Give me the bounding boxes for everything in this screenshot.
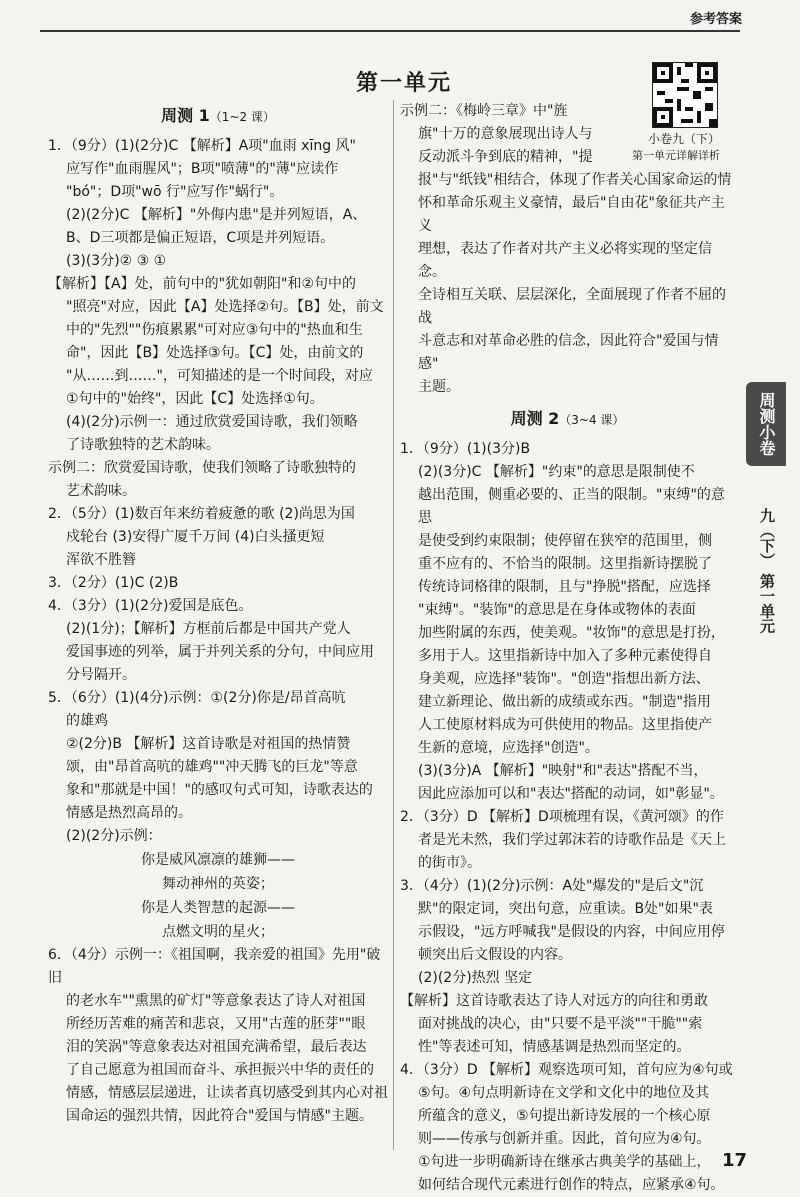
answer-line: ⑤句。④句点明新诗在文学和文化中的地位及其 [418, 1085, 710, 1101]
answer-line: 所经历苦难的痛苦和悲哀，又用"古莲的胚芽""眼 [66, 1016, 366, 1032]
answer-line: 重不应有的、不恰当的限制。这里指新诗摆脱了 [418, 556, 712, 572]
answer-line: 者是光未然，我们学过郭沫若的诗歌作品是《天上 [418, 832, 726, 848]
left-answer-lines [48, 135, 388, 848]
answer-line: 旗"十万的意象展现出诗人与 [418, 126, 593, 142]
sample-poem [48, 848, 388, 944]
answer-line: ①句中的"始终"，因此【C】处选择①句。 [66, 391, 324, 407]
qr-caption-sub: 第一单元详解详析 [632, 149, 720, 162]
side-unit-text: 九（下） 第一单元 [758, 508, 776, 634]
answer-line: "照亮"对应，因此【A】处选择②句。【B】处，前文 [66, 299, 384, 315]
answer-line: 3．（2分）(1)C (2)B [48, 575, 179, 591]
side-unit-label [752, 508, 782, 633]
answer-line: 主题。 [418, 379, 460, 395]
answer-line: 浑欲不胜簪 [66, 552, 136, 568]
answer-line: 了诗歌独特的艺术韵味。 [66, 437, 220, 453]
side-tab[interactable] [746, 382, 786, 466]
answer-line: "从……到……"，可知描述的是一个时间段，对应 [66, 368, 373, 384]
answer-line: 理想，表达了作者对共产主义必将实现的坚定信念。 [418, 241, 712, 280]
poem-line: 舞动神州的英姿； [162, 876, 274, 892]
right-column [400, 100, 735, 1197]
answer-line: 示假设，"远方呼喊我"是假设的内容，中间应用停 [418, 924, 725, 940]
answer-line: 人工使原材料成为可供使用的物品。这里指使产 [418, 717, 712, 733]
answer-line: 身美观，应选择"装饰"。"创造"指想出新方法、 [418, 671, 710, 687]
answer-line: 默"的限定词，突出句意，应重读。B处"如果"表 [418, 901, 713, 917]
answer-line: 【解析】这首诗歌表达了诗人对远方的向往和勇敢 [400, 993, 708, 1009]
answer-line: 因此应添加可以和"表达"搭配的动词，如"彰显"。 [418, 786, 724, 802]
poem-line: 点燃文明的星火； [162, 924, 274, 940]
answer-line: 示例二：《梅岭三章》中"旌 [400, 103, 568, 119]
answer-line: (2)(2分)C 【解析】"外侮内患"是并列短语，A、 [66, 207, 367, 223]
answer-line: 戍轮台 (3)安得广厦千万间 (4)白头搔更短 [66, 529, 325, 545]
answer-line: 分号隔开。 [66, 667, 136, 683]
answer-line: 3．（4分）(1)(2分)示例：A处"爆发的"是后文"沉 [400, 878, 704, 894]
answer-line: 1．（9分）(1)(3分)B [400, 441, 531, 457]
poem-line: 你是威风凛凛的雄狮—— [141, 852, 295, 868]
answer-line: 情感，情感层层递进，让读者真切感受到其内心对祖 [66, 1085, 388, 1101]
answer-line: 如何结合现代元素进行创作的特点，应紧承④句。 [418, 1177, 725, 1193]
answer-line: 情感是热烈高昂的。 [66, 805, 192, 821]
answer-line: (2)(1分)；【解析】方框前后都是中国共产党人 [66, 621, 351, 637]
answer-line: 面对挑战的决心，由"只要不是平淡""干脆""索 [418, 1016, 703, 1032]
answer-line: 反动派斗争到底的精神，"提 [418, 149, 593, 165]
right-answer-lines-1 [400, 100, 735, 399]
side-tab-label: 周测小卷 [757, 392, 776, 456]
left-answer-lines-2 [48, 944, 388, 1128]
answer-line: 则——传承与创新并重。因此，首句应为④句。 [418, 1131, 711, 1147]
section-subtitle: （3~4 课） [559, 413, 625, 427]
answer-line: 报"与"纸钱"相结合，体现了作者关心国家命运的情 [418, 172, 732, 188]
answer-line: 1．（9分）(1)(2分)C 【解析】A项"血雨 xīng 风" [48, 138, 356, 154]
answer-line: 全诗相互关联、层层深化，全面展现了作者不屈的战 [418, 287, 726, 326]
section-title-text: 周测 2 [510, 409, 560, 428]
answer-line: 2．（5分）(1)数百年来纺着疲惫的歌 (2)尚思为国 [48, 506, 355, 522]
answer-line: (2)(3分)C 【解析】"约束"的意思是限制使不 [418, 464, 695, 480]
answer-line: 泪的笑涡"等意象表达对祖国充满希望，最后表达 [66, 1039, 367, 1055]
answer-line: (3)(3分)② ③ ① [66, 253, 167, 269]
answer-line: 加些附属的东西，使美观。"妆饰"的意思是打扮， [418, 625, 725, 641]
answer-line: 【解析】【A】处，前句中的"犹如朝阳"和②句中的 [48, 276, 357, 292]
unit-title: 第一单元 [356, 71, 453, 96]
answer-line: (4)(2分)示例一：通过欣赏爱国诗歌，我们领略 [66, 414, 358, 430]
answer-line: 所蕴含的意义，⑤句提出新诗发展的一个核心原 [418, 1108, 711, 1124]
answer-line: 了自己愿意为祖国而奋斗、承担振兴中华的责任的 [66, 1062, 374, 1078]
qr-caption: 小卷九（下） [648, 132, 721, 146]
answer-line: "束缚"。"装饰"的意思是在身体或物体的表面 [418, 602, 696, 618]
answer-line: 示例二：欣赏爱国诗歌，使我们领略了诗歌独特的 [48, 460, 356, 476]
answer-line: 的雄鸡 [66, 713, 108, 729]
answer-line: 命"，因此【B】处选择③句。【C】处，由前文的 [66, 345, 364, 361]
answer-line: ②(2分)B 【解析】这首诗歌是对祖国的热情赞 [66, 736, 351, 752]
answer-line: 4．（3分）(1)(2分)爱国是底色。 [48, 598, 253, 614]
section-title-text: 周测 1 [161, 106, 210, 125]
answer-line: 多用于人。这里指新诗中加入了多种元素使得自 [418, 648, 712, 664]
answer-line: 颂，由"昂首高吭的雄鸡""冲天腾飞的巨龙"等意 [66, 759, 358, 775]
left-column [48, 100, 388, 1128]
answer-line: 顿突出后文假设的内容。 [418, 947, 572, 963]
answer-line: 2．（3分）D 【解析】D项梳理有误，《黄河颂》的作 [400, 809, 724, 825]
answer-line: B、D三项都是偏正短语，C项是并列短语。 [66, 230, 335, 246]
answer-line: "bó"；D项"wō 行"应写作"蜗行"。 [66, 184, 284, 200]
answer-line: ①句进一步明确新诗在继承古典美学的基础上， [418, 1154, 711, 1170]
column-divider [393, 100, 394, 1150]
answer-line: (2)(2分)热烈 坚定 [418, 970, 533, 986]
answer-line: 国命运的强烈共情，因此符合"爱国与情感"主题。 [66, 1108, 373, 1124]
answer-line: 爱国事迹的列举，属于并列关系的分句，中间应用 [66, 644, 374, 660]
answer-line: 的街市》。 [418, 855, 481, 871]
answer-line: 越出范围，侧重必要的、正当的限制。"束缚"的意思 [418, 487, 725, 526]
answer-line: 是使受到约束限制；使停留在狭窄的范围里，侧 [418, 533, 712, 549]
header-label: 参考答案 [690, 12, 743, 27]
answer-line: 建立新理论、做出新的成绩或东西。"制造"指用 [418, 694, 711, 710]
answer-line: 传统诗词格律的限制，且与"挣脱"搭配，应选择 [418, 579, 711, 595]
answer-line: 象和"那就是中国！"的感叹句式可知，诗歌表达的 [66, 782, 373, 798]
answer-line: 应写作"血雨腥风"；B项"喷薄"的"薄"应读作 [66, 161, 339, 177]
section-title-week2 [400, 407, 735, 432]
answer-line: 艺术韵味。 [66, 483, 136, 499]
answer-line: 的老水车""熏黑的矿灯"等意象表达了诗人对祖国 [66, 993, 366, 1009]
page-number: 17 [722, 1150, 748, 1171]
answer-line: 生新的意境，应选择"创造"。 [418, 740, 599, 756]
header-rule [40, 30, 740, 32]
section-subtitle: （1~2 课） [209, 110, 275, 124]
answer-line: 怀和革命乐观主义豪情，最后"自由花"象征共产主义 [418, 195, 725, 234]
right-answer-lines-2 [400, 438, 735, 1197]
answer-line: 中的"先烈""伤痕累累"可对应③句中的"热血和生 [66, 322, 363, 338]
answer-line: (2)(2分)示例： [66, 828, 162, 844]
answer-line: 5．（6分）(1)(4分)示例：①(2分)你是/昂首高吭 [48, 690, 346, 706]
answer-line: (3)(3分)A 【解析】"映射"和"表达"搭配不当， [418, 763, 708, 779]
section-title-week1 [48, 104, 388, 129]
poem-line: 你是人类智慧的起源—— [141, 900, 295, 916]
answer-line: 斗意志和对革命必胜的信念，因此符合"爱国与情感" [418, 333, 719, 372]
answer-line: 4．（3分）D 【解析】观察选项可知，首句应为④句或 [400, 1062, 733, 1078]
answer-line: 6．（4分）示例一：《祖国啊，我亲爱的祖国》先用"破旧 [48, 947, 381, 986]
answer-line: 性"等表述可知，情感基调是热烈而坚定的。 [418, 1039, 691, 1055]
